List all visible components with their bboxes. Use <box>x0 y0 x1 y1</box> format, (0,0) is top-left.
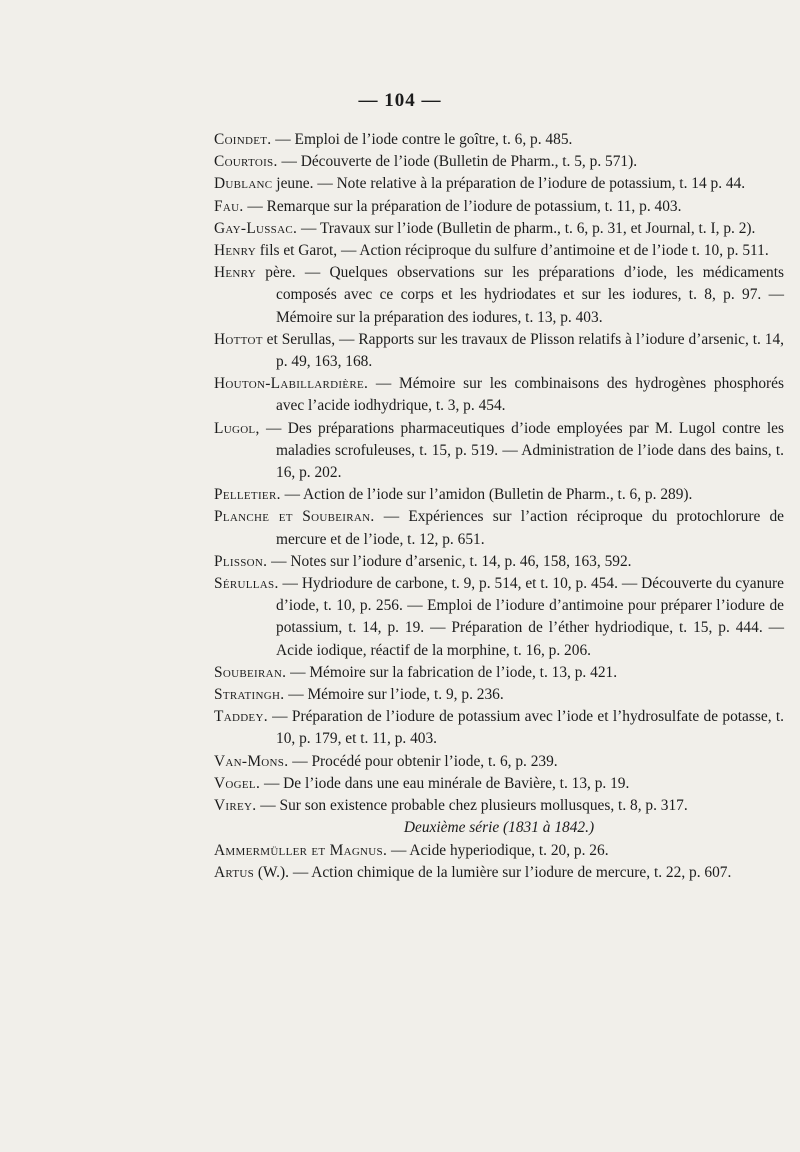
bibliography-entry <box>214 862 784 884</box>
entry-text: père. — Quelques observations sur les préparations d’iode, les médicaments composés avec ce corps et les hydriodates et sur les iodures, t. 8, p. 97. — Mémoire sur la préparation des iodures, t. 13, p. 403. <box>255 264 784 326</box>
entry-author: Lugol, <box>214 419 260 437</box>
entry-author: Vogel. <box>214 774 261 792</box>
entry-author: Courtois. <box>214 153 278 171</box>
entry-author: Houton-Labillardière. <box>214 375 369 393</box>
bibliography-entry <box>214 240 784 262</box>
bibliography-entry <box>214 173 784 195</box>
entry-text: — Hydriodure de carbone, t. 9, p. 514, et t. 10, p. 454. — Découverte du cyanure d’iode, t. 10, p. 256. — Emploi de l’iodure d’antimoine pour préparer l’iodure de potassium, t. 14, p. 19. — Préparation de l’éther hydriodique, t. 15, p. 444. — Acide iodique, réactif de la morphine, t. 16, p. 206. <box>276 575 784 659</box>
bibliography-entry <box>214 840 784 862</box>
bibliography-entry <box>214 329 784 373</box>
entry-text: — Remarque sur la préparation de l’iodure de potassium, t. 11, p. 403. <box>243 197 682 215</box>
entry-text: — Des préparations pharmaceutiques d’iode employées par M. Lugol contre les maladies scrofuleuses, t. 15, p. 519. — Administration de l’iode dans des bains, t. 16, p. 202. <box>259 419 784 482</box>
entry-author: Planche et Soubeiran. <box>214 508 375 526</box>
entry-author: Henry <box>214 242 256 260</box>
entry-author: Hottot <box>214 330 263 348</box>
entry-text: — Mémoire sur la fabrication de l’iode, t. 13, p. 421. <box>286 663 618 681</box>
entry-text: — Mémoire sur les combinaisons des hydrogènes phosphorés avec l’acide iodhydrique, t. 3, p. 454. <box>276 375 784 415</box>
entry-text: — Notes sur l’iodure d’arsenic, t. 14, p. 46, 158, 163, 592. <box>267 552 632 570</box>
entry-author: Plisson. <box>214 552 268 570</box>
entry-author: Taddey. <box>214 708 268 726</box>
section-title: Deuxième série (1831 à 1842.) <box>403 819 595 837</box>
first-series-entries <box>214 129 784 817</box>
bibliography-entry <box>214 662 784 684</box>
bibliography-entry <box>214 573 784 662</box>
entry-text: — Procédé pour obtenir l’iode, t. 6, p. 239. <box>288 752 558 770</box>
bibliography-entry <box>214 151 784 173</box>
entry-author: Gay-Lussac. <box>214 219 298 237</box>
entry-author: Stratingh. <box>214 686 285 704</box>
entry-author: Virey. <box>214 797 257 815</box>
bibliography-entry <box>214 751 784 773</box>
entry-author: Dublanc <box>214 175 273 193</box>
bibliography-entry <box>214 218 784 240</box>
entry-text: — Mémoire sur l’iode, t. 9, p. 236. <box>284 686 504 704</box>
entry-text: — Acide hyperiodique, t. 20, p. 26. <box>387 841 609 859</box>
bibliography-entry <box>214 262 784 329</box>
entry-text: — Emploi de l’iode contre le goître, t. 6, p. 485. <box>271 131 573 148</box>
bibliography-entry <box>214 551 784 573</box>
entry-text: fils et Garot, — Action réciproque du sulfure d’antimoine et de l’iode t. 10, p. 511. <box>255 242 769 260</box>
entry-author: Soubeiran. <box>214 663 287 681</box>
entry-author: Pelletier. <box>214 486 281 504</box>
bibliography-entry <box>214 706 784 750</box>
entry-text: jeune. — Note relative à la préparation de l’iodure de potassium, t. 14 p. 44. <box>272 175 746 193</box>
bibliography-entry <box>214 506 784 550</box>
entry-text: et Serullas, — Rapports sur les travaux de Plisson relatifs à l’iodure d’arsenic, t. 14, p. 49, 163, 168. <box>262 330 784 371</box>
bibliography-entry <box>214 196 784 218</box>
bibliography-entry <box>214 684 784 706</box>
entry-text: — Expériences sur l’action réciproque du protochlorure de mercure et de l’iode, t. 12, p. 651. <box>276 508 785 548</box>
entry-text: — De l’iode dans une eau minérale de Bavière, t. 13, p. 19. <box>260 774 630 792</box>
entry-text: — Action de l’iode sur l’amidon (Bulletin de Pharm., t. 6, p. 289). <box>280 486 693 504</box>
entry-author: Fau. <box>214 197 244 215</box>
page-number: — 104 — <box>358 90 442 111</box>
bibliography-entry <box>214 373 784 417</box>
entry-author: Sérullas. <box>214 575 279 593</box>
bibliography-entry <box>214 773 784 795</box>
entry-text: — Découverte de l’iode (Bulletin de Pharm., t. 5, p. 571). <box>277 153 638 171</box>
bibliography-entry <box>214 129 784 151</box>
entry-text: — Préparation de l’iodure de potassium avec l’iode et l’hydrosulfate de potasse, t. 10, p. 179, et t. 11, p. 403. <box>267 708 784 748</box>
bibliography-entry <box>214 418 784 485</box>
bibliography-list <box>214 129 784 884</box>
bibliography-entry <box>214 484 784 506</box>
entry-author: Van-Mons. <box>214 752 289 770</box>
entry-author: Artus <box>214 863 255 881</box>
entry-text: — Sur son existence probable chez plusieurs mollusques, t. 8, p. 317. <box>256 797 688 815</box>
entry-text: — Travaux sur l’iode (Bulletin de pharm., t. 6, p. 31, et Journal, t. I, p. 2). <box>297 219 756 237</box>
entry-text: (W.). — Action chimique de la lumière sur l’iodure de mercure, t. 22, p. 607. <box>254 863 732 881</box>
entry-author: Coindet. <box>214 131 272 148</box>
entry-author: Ammermüller et Magnus. <box>214 841 388 859</box>
bibliography-entry <box>214 795 784 817</box>
entry-author: Henry <box>214 264 256 282</box>
second-series-entries <box>214 840 784 884</box>
